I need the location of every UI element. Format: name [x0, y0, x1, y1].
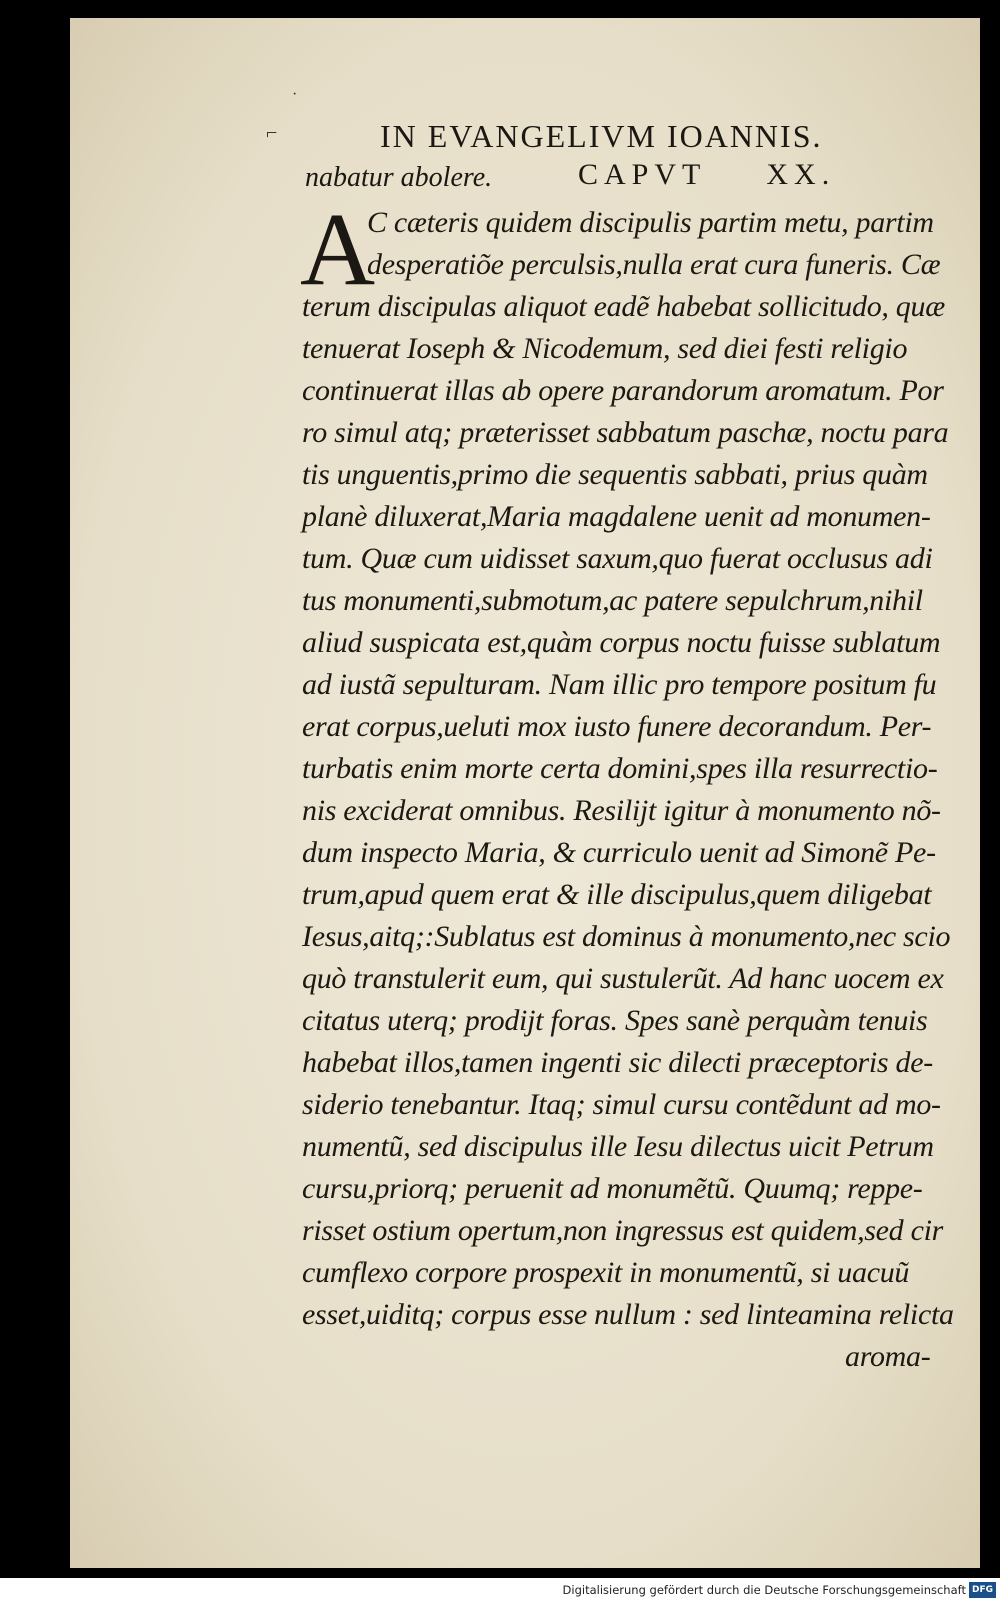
- text-line: cumflexo corpore prospexit in monumentũ, si uacuũ: [302, 1256, 910, 1289]
- footer-bar: [0, 1578, 1000, 1606]
- text-line: desperatiõe perculsis,nulla erat cura funeris. Cæ: [367, 248, 941, 281]
- text-line: turbatis enim morte certa domini,spes illa resurrectio-: [302, 752, 938, 785]
- text-line: aliud suspicata est,quàm corpus noctu fuisse sublatum: [302, 626, 941, 659]
- chapter-heading: [578, 158, 878, 192]
- text-line: tenuerat Ioseph & Nicodemum, sed diei festi religio: [302, 332, 908, 365]
- text-line: terum discipulas aliquot eadẽ habebat sollicitudo, quæ: [302, 290, 945, 323]
- chapter-number: XX.: [766, 158, 836, 191]
- ink-mark: ⌐: [266, 122, 278, 144]
- text-line: habebat illos,tamen ingenti sic dilecti præceptoris de-: [302, 1046, 933, 1079]
- text-line: ad iustã sepulturam. Nam illic pro tempore positum fu: [302, 668, 937, 701]
- carry-over-word: nabatur abolere.: [305, 162, 493, 193]
- text-line: tus monumenti,submotum,ac patere sepulchrum,nihil: [302, 584, 923, 617]
- ink-speck: ·: [292, 86, 298, 103]
- text-line: nis exciderat omnibus. Resilijt igitur à monumento nõ-: [302, 794, 941, 827]
- drop-cap: A: [300, 192, 376, 307]
- text-line: dum inspecto Maria, & curriculo uenit ad Simonẽ Pe-: [302, 836, 936, 869]
- text-line: siderio tenebantur. Itaq; simul cursu contẽdunt ad mo-: [302, 1088, 941, 1121]
- text-line: risset ostium opertum,non ingressus est quidem,sed cir: [302, 1214, 944, 1247]
- dfg-logo: DFG: [969, 1582, 996, 1598]
- text-line: tum. Quæ cum uidisset saxum,quo fuerat occlusus adi: [302, 542, 933, 575]
- text-line: tis unguentis,primo die sequentis sabbati, prius quàm: [302, 458, 928, 491]
- text-line: citatus uterq; prodijt foras. Spes sanè perquàm tenuis: [302, 1004, 928, 1037]
- book-page: [70, 18, 980, 1568]
- catchword: aroma-: [845, 1340, 931, 1373]
- text-line: ro simul atq; præterisset sabbatum paschæ, noctu para: [302, 416, 949, 449]
- text-line: numentũ, sed discipulus ille Iesu dilectus uicit Petrum: [302, 1130, 934, 1163]
- text-line: quò transtulerit eum, qui sustulerũt. Ad hanc uocem ex: [302, 962, 944, 995]
- text-line: C cæteris quidem discipulis partim metu, partim: [367, 206, 934, 239]
- text-line: erat corpus,ueluti mox iusto funere decorandum. Per-: [302, 710, 932, 743]
- text-line: esset,uiditq; corpus esse nullum : sed linteamina relicta: [302, 1298, 954, 1331]
- text-line: continuerat illas ab opere parandorum aromatum. Por: [302, 374, 944, 407]
- text-line: planè diluxerat,Maria magdalene uenit ad monumen-: [302, 500, 931, 533]
- running-head: IN EVANGELIVM IOANNIS.: [380, 118, 823, 154]
- text-line: cursu,priorq; peruenit ad monumẽtũ. Quumq; reppe-: [302, 1172, 923, 1205]
- text-line: trum,apud quem erat & ille discipulus,quem diligebat: [302, 878, 932, 911]
- funding-credit: Digitalisierung gefördert durch die Deutsche Forschungsgemeinschaft: [562, 1583, 966, 1597]
- text-line: Iesus,aitq;:Sublatus est dominus à monumento,nec scio: [302, 920, 951, 953]
- chapter-label: CAPVT: [578, 158, 707, 191]
